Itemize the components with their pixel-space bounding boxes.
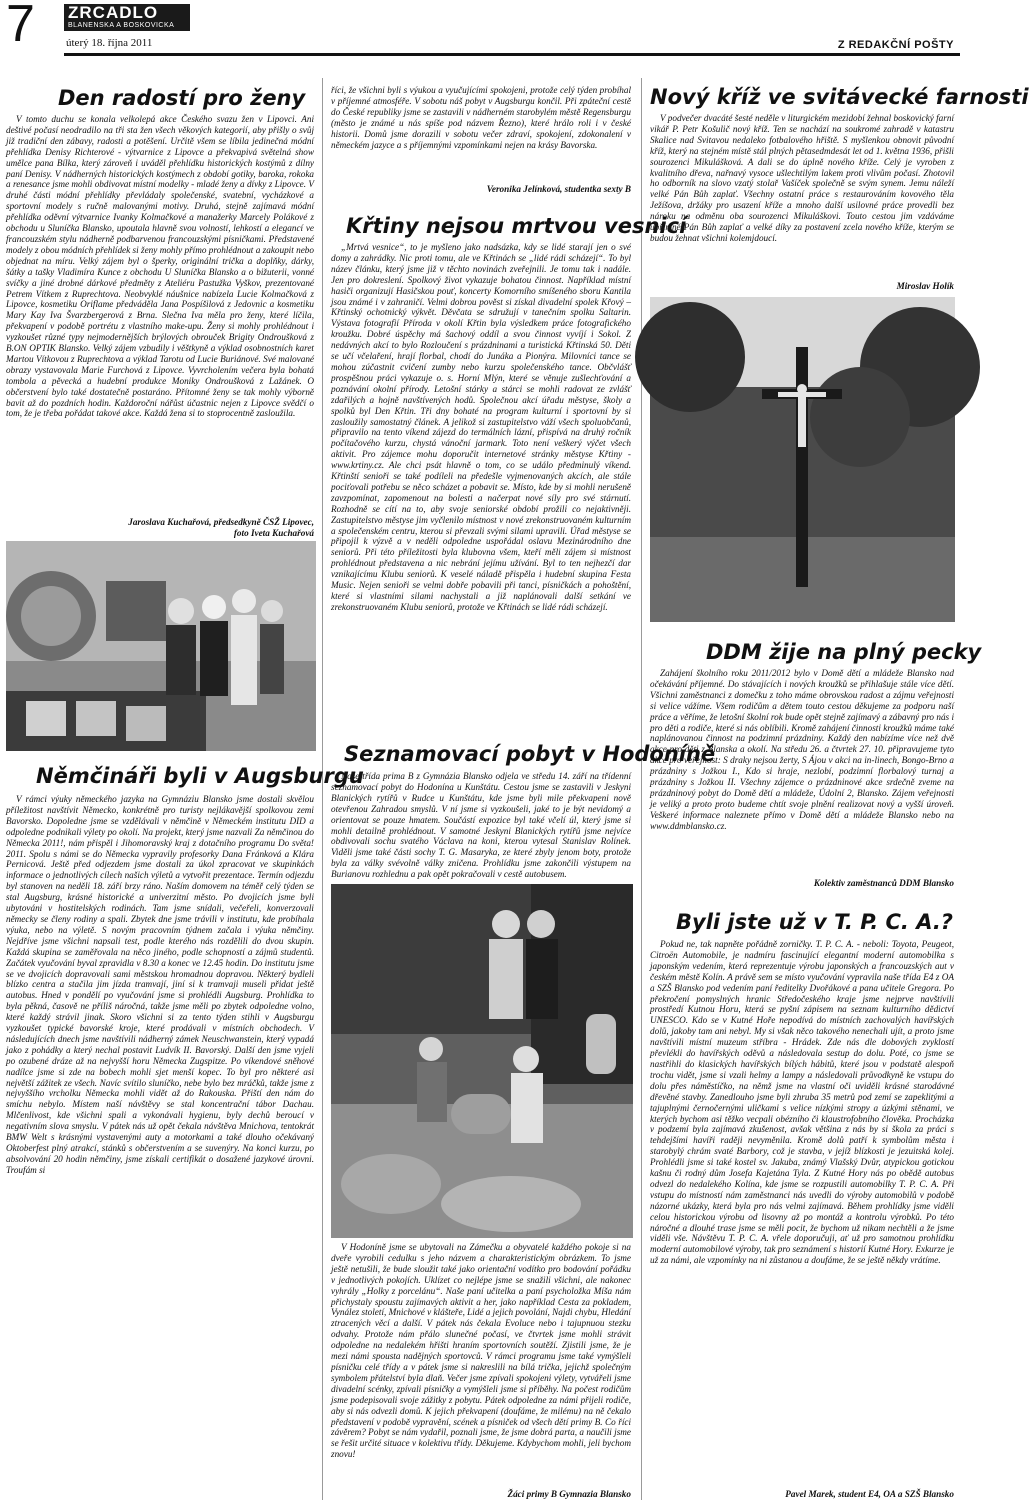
signature-women: Jaroslava Kuchařová, předsedkyně ČSŽ Lipovec, [128, 517, 314, 527]
article-women-text [6, 114, 314, 517]
headline-krtiny: Křtiny nejsou mrtvou vesnicí [346, 214, 687, 238]
article-paragraph: V rámci výuky německého jazyka na Gymnáziu Blansko jsme dostali skvělou příležitost navštívit Německo, konkrétně pro turisty nejlákavější spolkovou zemi Bavorsko. Dopoledne jsme se vzdělávali v němčině v Německém institutu DID a odpoledne podnikali výlety po okolí. Na projekt, který jsme nazvali Za němčinou do Německa 2011!, nám přispěl i Jihomoravský kraj z dotačního programu Do světa! 2011. Spolu s námi se do Německa vypravily profesorky Dana Fránková a Klára Pernicová. Ještě před odjezdem jsme dostali za úkol zpracovat ve skupinkách informace o jednotlivých cílech našich výletů a vytvořit prezentace. Termín odjezdu byl stanoven na neděli 18. září brzy ráno. Naším domovem na téměř celý týden se stal Augsburg, krásné historické a univerzitní město. Po dvojicích jsme byli ubytováni v hostitelských rodinách. Tam jsme snídali, večeřeli, konverzovali německy se členy rodiny a spali. Zbytek dne jsme trávili v institutu, kde probíhala výuka, nebo na výletě. S novým pracovním týdnem začala i výuka němčiny. Nejdříve jsme všichni napsali test, podle kterého nás rozdělili do dvou skupin. Každá skupina se zaměřovala na něco jiného, podle schopností a zájmů studentů. Začátek vyučování byval zpravidla v 8.30 a konec ve 12.45 hodin. Do institutu jsme se ve dvojicích dopravovali sami městskou hromadnou dopravou. Některý bydleli blízko centra a stačila jim jízda tramvají, jiní si k tramvaji museli přidat ještě autobus. Hned v pondělí po vyučování jsme si prohlédli Augsburg. Prohlídka to byla pěkná, časově ne příliš náročná, takže jsme měli po zbytek odpoledne volno, které každý strávil jinak. Skoro všichni si za tento týden stihli v Augsburgu vyzkoušet typické bavorské kroje, které prodávali v místních obchodech. V následujících dnech jsme navštívili nádherný zámek Neuschwanstein, který vypadá jako z pohádky a který nechal postavit Ludvík II. Bavorský. Další den jsme vyjeli po ozubené dráze až na nejvyšší horu Německa Zugspitze. Po víkendové sněhové nadílce jsme si zde na bobech mohli sjet menší kopec. To byl pro některé asi největší zážitek ze všech. Navíc svítilo sluníčko, nebe bylo bez mráčků, takže jsme z nejvyššího vrcholku Německa mohli vidět až do Rakouska. Přiští den nám do smíchu nebylo. Místem naší návštěvy se stal koncentrační tábor Dachau. Mlčenlivost, kde všichni spali a vykonávali hygienu, byly dechů beroucí v negativním slova smyslu. V pátek nás už opět čekala návštěva Mnichova, tentokrát BMW Welt s krásnými vystavenými auty a motorkami a také dlouho očekávaný Oktoberfest plný atrakcí, stánků s občerstvením a se suvenýry. Na konci kurzu, po absolvování 20 hodin němčiny, jsme získali certifikát o dosažené jazykové úrovni. Troufám si [6, 794, 314, 1175]
article-trip-continuation [331, 85, 631, 183]
signature-hodonin: Žáci primy B Gymnazia Blansko [507, 1489, 631, 1499]
column-divider [641, 78, 642, 1500]
article-krtiny-text [331, 242, 631, 726]
headline-hodonin: Seznamovací pobyt v Hodoníně [344, 742, 716, 766]
signature-ddm: Kolektiv zaměstnanců DDM Blansko [813, 878, 954, 888]
article-paragraph: V podvečer dvacáté šesté neděle v liturgickém mezidobí žehnal boskovický farní vikář P. Petr Košulič nový kříž. Ten se nachází na soukromé zahradě v katastru Skalice nad Svitavou nedaleko fotbalového hřiště. S myšlenkou obnovit původní kříž, který na stejném místě stál plných pětasedmdesát let od 1. května 1936, přišli sourozenci Mikulášková. A dali se do úplně nového kříže. Celý je vyroben z kvalitního dřeva, nařnavý vysoce ušlechtilým lakem proti vlivům počasí. Zhotovil ho odborník na slovo vzatý stolař Vašíček společně se svým synem. Jemu náleží velké Pán Bůh zaplať. Všechny ostatní práce s restaurováním kovového těla Ježíšova, držáky pro usazení kříže a mnoho další usilovné práce provedli bez nároku na odměnu oba sourozenci Mikuláškovi. Touto cestou jim vzdáváme upřímné Pán Bůh zaplať a velké díky za postavení zcela nového kříže, kterým se budou žehnat všichni kolemjdoucí. [650, 113, 954, 243]
photo-credit: foto Iveta Kuchařová [233, 528, 314, 538]
article-hodonin-text-continued [331, 1242, 631, 1489]
newspaper-logo [64, 4, 190, 31]
section-title: Z REDAKČNÍ POŠTY [837, 39, 954, 51]
headline-ddm: DDM žije na plný pecky [706, 640, 982, 664]
column-divider [322, 78, 323, 1500]
header-rule [64, 53, 960, 56]
crucifix-image [650, 297, 955, 622]
headline-cross: Nový kříž ve svitávecké farnosti [650, 85, 1029, 109]
signature-cross: Miroslav Holík [896, 281, 954, 291]
article-paragraph: V tomto duchu se konala velkolepá akce Českého svazu žen v Lipovci. Ani deštivé počasí neodradilo na tři sta žen všech věkových kategorií, aby přišly o svůj již tradiční den zábavy, radosti a potěšení. Určitě všem se líbila jedinečná módní přehlídka Denisy Richterové - výtvarnice z Lipovce a překvapivá světelná show umělce pana Bílka, který zároveň i uváděl přehlídku historických kostýmů z dílny paní Denisy. V nádherných historických kostýmech z období gotiky, baroka, rokoka a renesance jsme mohli obdivovat místní modelky - mladé ženy a dívky z Lipovce. V druhé části módní přehlídky převládaly společenské, svatební, vycházkové a sportovní modely s ručně malovanými motivy. Druhá, stejně zajímavá módní přehlídka oděvní výtvarnice Ivanky Kolmačkové a manažerky Marcely Polákové z obchodu u Sluníčka Blansko, upoutala hlavně svou volností, lehkostí a elegancí ve francouzském stylu nádherně podbarvenou francouzskými písničkami. Představené modely z obou módních přehlídek si ženy mohly přímo prohlédnout a zakoupit nebo objednat na míru. Velký zájem byl o šperky, originální trička a doplňky, dárky, šátky a tašky Vladimíra Kunce z obchodu U Sluníčka Blansko a o bižuterii, vonné svíčky a jiné drobné dárkové předměty z Ateliéru Pastužka Vyškov, prezentované Petrem Vítkem z Ruprechtova. Neobvyklé náušnice nabízela Lucie Kolmačková z Lipovce, kosmetiku Oriflame předváděla Jana Pospíšilová z Jedovnic a kosmetiku Mary Kay Iva Švarzbergerová z Brna. Slečna Iva měla pro ženy, které líčila, překvapení v podobě portrétu z vlastního make-upu. Ženy si mohly prohlédnout i vyzkoušet různé typy nejmodernějších brýlových obrouček Brigity Ondroušková z B.ON OPTIK Blansko. Velký zájem vzbudily i věštkyně a výklad osobnostních karet Martou Vítkovou z Ruprechtova a výklad Tarotu od Lucie Buriánové. Své malované obrazy vystavovala Marie Furchová z Lipovce. Vyvrcholením večera byla bohatá tombola a pěvecká a hudební produkce Moniky Ondroušková z Lažánek. O občerstvení bylo také dostatečně postaráno. Přítomné ženy se tak mohly výborně bavit až do pozdních hodin. Každoroční nářůst účastnic nejen z Lipovce svědčí o tom, že je třeba pořádat takové akce. Každá žena si to stoprocentně zasloužila. [6, 114, 314, 419]
headline-tpca: Byli jste už v T. P. C. A.? [676, 910, 953, 934]
article-paragraph: V Hodoníně jsme se ubytovali na Zámečku a obyvatelé každého pokoje si na dveře vyrobili cedulku s jeho názvem a charakteristickým obrázkem. To jsme ještě netušili, že bude sloužit také jako orientační vodítko pro bodování pořádku v jednotlivých pokojích. Uklízet co nejlépe jsme se snažili všichni, ale nakonec vyhrály „Holky z porcelánu“. Naše paní učitelka a paní psycholožka Míša nám přichystaly spoustu zajímavých aktivit a her, jako například Cesta za pokladem, Vynález století, Mnichové v klášteře, Lidé a jejich povolání, Najdi chybu, Hledání ztracených věcí a další. V pátek nás čekala Evoluce nebo i tajupnuou stezku odvahy. Protože nám přálo slunečné počasí, ve čtvrtek jsme mohli strávit odpoledne na nedalekém hřišti hraním sportovních soutěží. Zjistili jsme, že je mezi námi spousta nadějných sportovců. V rámci programu jsme také vymýšleli písničku celé třídy a v pátek jsme si nakreslili na bílá trička, jejichž společným symbolem přátelství byla dlaň. Večer jsme zpívali spokojeni výlety, vytvářeli jsme divadelní scénky, zpívali písničky a vymýšleli jsme si příběhy. Na počest rodičům jsme podepisovali svoje zážitky z pobytu. Pátek odpoledne za námi přijeli rodiče, aby si nás odvezli domů. K jejich překvapení (doufáme, že milému) na ně čekalo představení v podobě vypravění, scének a písniček od všech dětí primy B. Co říci závěrem? Pobyt se nám vydařil, poznali jsme, že jsme dobrá parta, a naučili jsme se řešit určité situace v kolektivu třídy. Děkujeme. Kdybychom mohli, jeli bychom znovu! [331, 1242, 631, 1460]
article-paragraph: Pokud ne, tak napněte pořádně zorničky. T. P. C. A. - neboli: Toyota, Peugeot, Citroën Automobile, je nadmíru fascinující elegantní moderní automobilka s japonským vedením, která reprezentuje výrobu japonských a francouzských aut v českém městě Kolín. A právě sem se místo vyučování vypravila naše třída E4 z OA a SZŠ Blansko pod vedením paní ředitelky Dvořákové a pana učitele Gregora. Po překročení pomyslných hranic Středočeského kraje jsme nejprve navštívili prostředí Kutnou Horu, která se pyšní zápisem na seznam kulturního dědictví UNESCO. Kdo se v Kutné Hoře nepodívá do místních zachovalých havířských dolů, jakoby tam ani nebyl. My si však něco takového nenechali ujít, a proto jsme navštívili místní muzeum stříbra - Hrádek. Zde nás dle dobových zvyklostí převlékli do havířských oděvů a následovala sestup do dolu. Poté, co jsme se nastřihli do klasických havířských bílých hábitů, které jsou v podstatě alespoň trochu vidět, jsme si vzali helmy a lampy a následovali průvodkyně ke vstupu do dolu přes náměstíčko, na němž jsme na vlastní oči uviděli krásné starodávné dřevěné stavby. Zanedlouho jsme byli zhruba 35 metrů pod zemí se zapeklitými a tajuplnými černočernými uličkami s velice nízkými stropy a úzkými stěnami, ve kterých bychom asi těžko vecpali obézního či klaustrofobního člověka. Procházka v podzemí byla zajímavá zkušenost, avšak většina z nás by si škola za práci s tehdejšími havíři raději nevyměnila. Kromě dolů patří k symbolům města i starobylý chrám svaté Barbory, což je stavba, v jejíž blízkosti je jezuitská kolej. Prohlédli jsme si také kostel sv. Jakuba, známý Vlašský Dvůr, atypickou gotickou kašnu či rodný dům Josefa Kajetána Tyla. Z Kutné Hory nás po obědě autobus odvezl do nedalekého Kolína, kde jsme se rozpustili automobilky T. P. C. A. Při vstupu do místností nám zaměstnanci nás uvedli do výroby automobilů v podobě názorné ukázky, která byla pro nás velmi zajímavá. Během prohlídky jsme viděli celou historickou výrobu od lisovny až po montáž a kontrolu výrobků. Po této náročné a dlouhé trase jsme se měli pocit, že bychom už nikam nechtěli a že jsme viděli vše. Návštěvu T. P. C. A. vřele doporučuji, ať už pro samotnou prohlídku moderní automobilové výroby, tak pro seznámení s historií Kutné Hory. Exkurze je už za námi, ale vzpomínky na ni zůstanou a doufáme, že se ještě někdy vrátíme. [650, 939, 954, 1266]
article-paragraph: říci, že všichni byli s výukou a vyučujícími spokojeni, protože celý týden probíhal v příjemné atmosféře. V sobotu náš pobyt v Augsburgu končil. Při zpáteční cestě do České republiky jsme se zastavili v nádherném starobylém městě Regensburgu (město je známé u nás spíše pod názvem Řezno), které hrálo roli i v české historii. Domů jsme dorazili v sobotu večer zdraví, spokojení, zdokonalení v německém jazyce a s příjemnými vzpomínkami nejen na krásy Bavorska. [331, 85, 631, 150]
article-paragraph: „Mrtvá vesnice“, to je myšleno jako nadsázka, kdy se lidé starají jen o své domy a zahrádky. Nic proti tomu, ale ve Křtinách se „lidé rádi scházejí“. To byl název článku, který jsme již v těchto novinách zveřejnili. Je tomu tak i nadále. Jen pro dokreslení. Spolkový život vykazuje bohatou činnost. Například místní hasiči organizují Hasičskou pouť, koncerty Komorního smíšeného sboru Kantila jsou známé i v zahraničí. Velmi dobrou pověst si získal divadelní spolek Křový – Křtinský ochotnický výkvět. Děvčata se sdružují v tanečním spolku Saltarin. Výstava fotografií Příroda v okolí Křtin byla výsledkem práce fotografického kroužku. Dobré úspěchy má šachový oddíl a svou činnost vyvíjí i Sokol. Z nedávných akcí to bylo Rozloučení s prázdninami a turistická Křtinská 50. Děti se učí včelaření, hrají florbal, chodí do Junáka a Pionýra. Milovníci tance se mohou zúčastnit cvičení zumby nebo kurzu společenského tance. Občvlášť prospěšnou práci vykazuje o. s. Horní Mlýn, které se věnuje zušlechťování a poznávání okolní přírody. Letošní stárky a stárci se mohli radovat ze zvlášť zdařilých a hojně navštívených hodů. Společnou akcí úřadu městyse, školy a spolků byl Den Křtin. Tři dny bohaté na program kulturní i sportovní by si zasloužily samostatný článek. A jelikož si zastupitelstvo váží všech spoluobčanů, připravilo na tento víkend zájezd do termálních lázní, přispívá na druhý ročník počítačového kurzu, chystá vánoční jarmark. Toto není veškerý výčet všech aktivit. Pro zájemce mohu doporučit internetové stránky městyse Křtiny - www.krtiny.cz. Ale chci psát hlavně o tom, co se událo předminulý víkend. Křtinští senioři se také podíleli na předešle vyjmenovaných akcích, ale stále pociťovali potřebu se něco scházet a pobavit se. Místo, kde by si mohli nerušeně zavzpomínat, zapomenout na bolesti a načerpat nové síly pro své stárnutí. Rozhodně se cítí na to, aby svoje seniorské období prožili co nejaktivněji. Zastupitelstvo městyse jim vyčlenilo místnost v nové zrekonstruovaném kulturním a společenském centru, kterou si převzali svými silami upravili. Úřad městyse se připojil k výzvě a v neděli odpoledne uspořádal oslavu Mezinárodního dne seniorů. Při této příležitosti byla klubovna všem, kteří měli zájem si místnost prohlédnout představena a nic nebrání jejímu užívání. Byl to ten nejhezčí dar vznikajícímu Klubu seniorů. K veselé náladě přispěla i hudební skupina Festa Music. Nejen senioři se velmi dobře pobavili při tanci, písničkách a pohoštění, které si vlastními silami nachystali a již naplánovali další setkání ve zrekonstruovaném Klubu seniorů, protože ve Křtinách se lidé rádi scházejí. [331, 242, 631, 612]
article-cross-text [650, 113, 954, 281]
article-ddm-text [650, 668, 954, 878]
photo-new-cross [650, 297, 955, 622]
article-tpca-text [650, 939, 954, 1488]
fashion-show-image [6, 541, 316, 751]
signature-tpca: Pavel Marek, student E4, OA a SZŠ Blansko [785, 1489, 954, 1499]
page-number: 7 [6, 0, 35, 53]
headline-augsburg: Němčináři byli v Augsburgu [36, 764, 364, 788]
photo-zahrada-smyslu [331, 884, 633, 1238]
children-garden-image [331, 884, 633, 1238]
logo-subtitle: BLANENSKA A BOSKOVICKA [68, 22, 175, 29]
article-paragraph: Naše třída prima B z Gymnázia Blansko odjela ve středu 14. září na třídenní seznamovací pobyt do Hodonína u Kunštátu. Cestou jsme se zastavili v Jeskyni Blanických rytířů v Rudce u Kunštátu, kde jsme byli mile překvapeni nově otevřenou Zahradou smyslů. V ní jsme si vyzkoušeli, jaké to je být nevidomý a orientovat se pouze hmatem. Součástí expozice byl také včelí úl, který jsme si mohli detailně prohlédnout. V samotné Jeskyni Blanických rytířů jsme nejvíce obdivovali sochu svatého Václava na koni, kterou vytesal Stanislav Rolínek. Viděli jsme také části sochy T. G. Masaryka, ze které zbyly jenom boty, protože byla za války svévolně války zničena. Prohlídku jsme zakončili výstupem na Burianovu rozhlednu a pak opět pokračovali v cestě autobusem. [331, 771, 631, 880]
issue-date: úterý 18. října 2011 [66, 37, 153, 49]
logo-title: ZRCADLO [68, 3, 159, 22]
article-hodonin-text [331, 771, 631, 881]
photo-fashion-show [6, 541, 316, 751]
article-augsburg-text [6, 794, 314, 1500]
signature-trip: Veronika Jelínková, studentka sexty B [486, 184, 631, 194]
headline-women: Den radostí pro ženy [58, 86, 306, 110]
article-paragraph: Zahájení školního roku 2011/2012 bylo v Domě dětí a mládeže Blansko nad očekávání příjemné. Do stávajících i nových kroužků se přihlašuje stále více dětí. Všichni zaměstnanci z domečku z toho máme obrovskou radost a zájmu veřejnosti si velice vážíme. Všem rodičům a dětem touto cestou děkujeme za podporu naší práce a věříme, že letošní školní rok bude opět stejně zajímavý a zábavný pro nás i pro děti a rodiče, které si nás oblíbili. Kromě zahájení činnosti kroužků máme také naplánovanou činnost na podzimní prázdniny. Každý den nabízíme více než dvě akce pro děti z Blanska a okolí. Na středu 26. a čtvrtek 27. 10. připravujeme tyto akce pro veřejnost: S draky nejsou žerty, S Ájou v akci na in-linech, Bongo-Brno a prázdniny s Jožkou I., Kdo si hraje, nezlobí, podzimní florbalový turnaj a prázdniny s Jožkou II. Všechny zájemce o prázdninové akce srdečně zveme na prázdninový pobyt do Domě dětí a mládeže, Údolní 2, Blansko. Zájem veřejnosti je veliký a proto proto budeme chtít svoje plnění realizovat nový a vyšší úroveň. Veškeré informace naleznete přímo v Domě dětí a mládeže Blansko nebo na www.ddmblansko.cz. [650, 668, 954, 831]
